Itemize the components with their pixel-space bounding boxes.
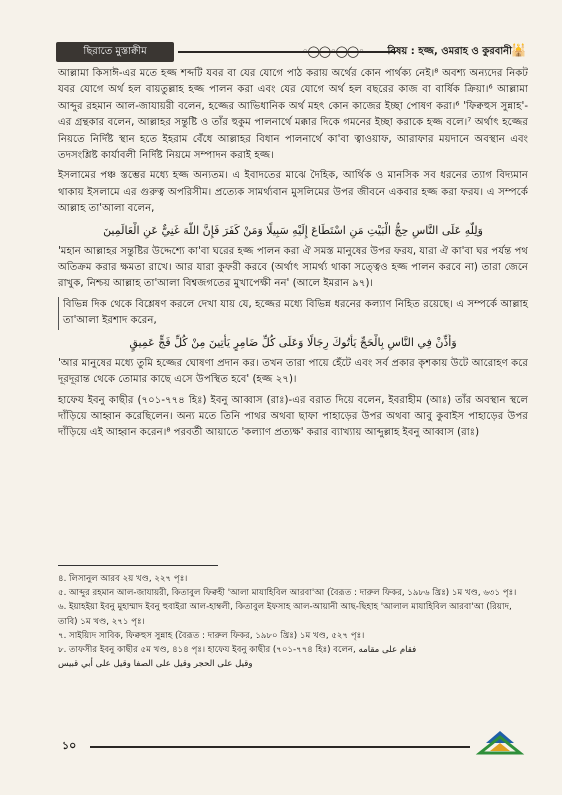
quran-verse-1: وَلِلَّهِ عَلَى النَّاسِ حِجُّ الْبَيْتِ مَنِ اسْتَطَاعَ إِلَيْهِ سَبِيلًا وَمَنْ كَفَرَ فَإِنَّ اللَّهَ غَنِيٌّ عَنِ الْعَالَمِينَ <box>103 223 483 237</box>
footnote-6: ৬. ইয়াহইয়া ইবনু মুহাম্মাদ ইবনু হুবাইরা আল-হাম্বলী, কিতাবুল ইফসাহ আল-আয়ানী আছ-ছিহাহ 'আলাল মাযাহিবিল আরবা'আ (রিয়াদ, তাবি) ১ম খণ্ড, ২৭১ পৃঃ। <box>58 602 512 627</box>
footer-rule <box>90 746 470 748</box>
footnote-8: ৮. তাফসীর ইবনু কাছীর ৫ম খণ্ড, ৪১৪ পৃঃ। হাফেয ইবনু কাছীর (৭০১-৭৭৪ হিঃ) বলেন, فقام على مقامه <box>58 645 417 656</box>
publisher-logo-icon <box>474 729 526 759</box>
verse-translation-2: 'আর মানুষের মধ্যে তুমি হজ্জের ঘোষণা প্রদান কর। তখন তারা পায়ে হেঁটে এবং সর্ব প্রকার কৃশকায় উটে আরোহণ করে দূরদূরান্ত থেকে তোমার কাছে এসে উপস্থিত হবে' (হজ্জ ২৭)। <box>58 357 528 386</box>
quran-verse-2: وَأَذِّنْ فِي النَّاسِ بِالْحَجِّ يَأْتُوكَ رِجَالًا وَعَلَى كُلِّ ضَامِرٍ يَأْتِينَ مِنْ كُلِّ فَجٍّ عَمِيقٍ <box>129 335 457 349</box>
paragraph-definition: আল্লামা কিসাঈ-এর মতে হজ্জ শব্দটি যবর বা যের যোগে পাঠ করায় অর্থের কোন পার্থক্য নেই।⁸ অবশ্য অন্যদের নিকট যবর যোগে অর্থ হল বায়তুল্লাহ হজ্জ পালন করা এবং যের যোগে অর্থ হল বছরের কাজ বা বার্ষিক ক্রিয়া।⁶ আল্লামা আব্দুর রহমান আল-জাযায়রী বলেন, হজ্জের আভিধানিক অর্থ মহৎ কোন কাজের ইচ্ছা পোষণ করা।⁶ 'ফিক্বহুস সুন্নাহ'-এর গ্রন্থকার বলেন, আল্লাহর সন্তুষ্টি ও তাঁর হুকুম পালনার্থে মক্কার দিকে গমনের ইচ্ছা করাকে হজ্জ বলে।⁷ অর্থাৎ হজ্জের নিয়তে নির্দিষ্ট স্থান হতে ইহরাম বেঁধে আল্লাহর বিধান পালনার্থে কা'বা ত্বাওয়াফ, আরাফার ময়দানে অবস্থান এবং তদসংশ্লিষ্ট কার্যাবলী নির্দিষ্ট নিয়মে সম্পাদন করাই হজ্জ। <box>58 68 528 162</box>
page-header <box>56 42 526 66</box>
paragraph-ibn-kathir: হাফেয ইবনু কাছীর (৭০১-৭৭৪ হিঃ) ইবনু আব্বাস (রাঃ)-এর বরাত দিয়ে বলেন, ইবরাহীম (আঃ) তাঁর অবস্থান স্থলে দাঁড়িয়ে আহ্বান করেছিলেন। অন্য মতে তিনি পাথর অথবা ছাফা পাহাড়ের উপর অথবা আবু কুবাইস পাহাড়ের উপর দাঁড়িয়ে এই আহ্বান করেন।⁸ পরবর্তী আয়াতে 'কল্যাণ প্রত্যক্ষ' করার ব্যাখ্যায় আব্দুল্লাহ ইবনু আব্বাস (রাঃ) <box>58 394 528 439</box>
footnote-divider <box>58 565 218 566</box>
footnote-7: ৭. সাইয়্যিদ সাবিক, ফিক্বহুস সুন্নাহ (বৈরূত : দারুল ফিকর, ১৯৮০ খ্রিঃ) ১ম খণ্ড, ৫২৭ পৃঃ। <box>58 630 365 641</box>
footnote-8-arabic: وقيل على الحجر وقيل على الصفا وقيل على أبي قبيس <box>58 659 253 670</box>
book-title-label: ছিরাতে মুস্তাক্বীম <box>56 42 174 62</box>
chapter-title: বিষয় : হজ্জ, ওমরাহ ও কুরবানী <box>387 46 512 57</box>
header-ornament: ◦◯◯◦◯◯◦ <box>302 45 364 58</box>
verse-translation-1: 'মহান আল্লাহর সন্তুষ্টির উদ্দেশ্যে কা'বা ঘরের হজ্জ পালন করা ঐ সমস্ত মানুষের উপর ফরয, যারা ঐ কা'বা ঘর পর্যন্ত পথ অতিক্রম করার ক্ষমতা রাখে। আর যারা কুফরী করবে (অর্থাৎ সামর্থ্য থাকা সত্ত্বেও হজ্জ পালন করবে না) তারা জেনে রাখুক, নিশ্চয় আল্লাহ তা'আলা বিশ্বজগতের মুখাপেক্ষী নন' (আলে ইমরান ৯৭)। <box>58 245 528 290</box>
paragraph-importance: ইসলামের পঞ্চ স্তম্ভের মধ্যে হজ্জ অন্যতম। এ ইবাদতের মাঝে দৈহিক, আর্থিক ও মানসিক সব ধরনের ত্যাগ বিদ্যমান থাকায় ইসলামে এর গুরুত্ব অপরিসীম। প্রত্যেক সামর্থ্যবান মুসলিমের উপর জীবনে একবার হজ্জ করা ফরয। এ সম্পর্কে আল্লাহ তা'আলা বলেন, <box>58 170 528 215</box>
footnote-4: ৪. লিসানুল আরব ২য় খণ্ড, ২২৭ পৃঃ। <box>58 574 188 584</box>
main-text <box>58 66 528 446</box>
footnotes <box>58 572 528 671</box>
footnote-5: ৫. আব্দুর রহমান আল-জাযায়রী, কিতাবুল ফিক্বহী 'আলা মাযাহিবিল আরবা'আ (বৈরূত : দারুল ফিকর, ১৯৮৬ খ্রিঃ) ১ম খণ্ড, ৬৩১ পৃঃ। <box>58 588 517 599</box>
page-number: ১০ <box>62 739 77 752</box>
mosque-icon: 🕌 <box>511 43 526 57</box>
page-footer <box>56 737 526 757</box>
paragraph-benefits: বিভিন্ন দিক থেকে বিশ্লেষণ করলে দেখা যায় যে, হজ্জের মধ্যে বিভিন্ন ধরনের কল্যাণ নিহিত রয়েছে। এ সম্পর্কে আল্লাহ তা'আলা ইরশাদ করেন, <box>58 297 528 330</box>
